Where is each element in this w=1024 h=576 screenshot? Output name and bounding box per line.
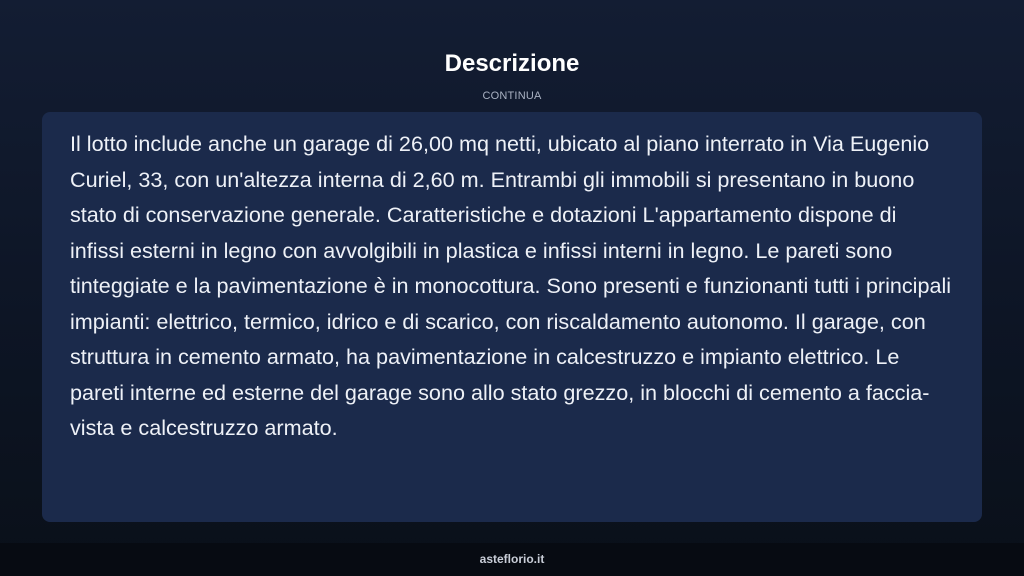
footer-brand: asteflorio.it <box>479 552 545 566</box>
footer-bar <box>0 543 1024 576</box>
continua-label: CONTINUA <box>482 90 542 102</box>
description-text: Il lotto include anche un garage di 26,00 mq netti, ubicato al piano interrato in Via Eugenio Curiel, 33, con un'altezza interna di 2,60 m. Entrambi gli immobili si presentano in buono stato di conservazione generale. Caratteristiche e dotazioni L'appartamento dispone di infissi esterni in legno con avvolgibili in plastica e infissi interni in legno. Le pareti sono tinteggiate e la pavimentazione è in monocottura. Sono presenti e funzionanti tutti i principali impianti: elettrico, termico, idrico e di scarico, con riscaldamento autonomo. Il garage, con struttura in cemento armato, ha pavimentazione in calcestruzzo e impianto elettrico. Le pareti interne ed esterne del garage sono allo stato grezzo, in blocchi di cemento a faccia-vista e calcestruzzo armato. <box>70 131 952 440</box>
page-title: Descrizione <box>444 50 580 77</box>
description-card <box>42 112 982 522</box>
